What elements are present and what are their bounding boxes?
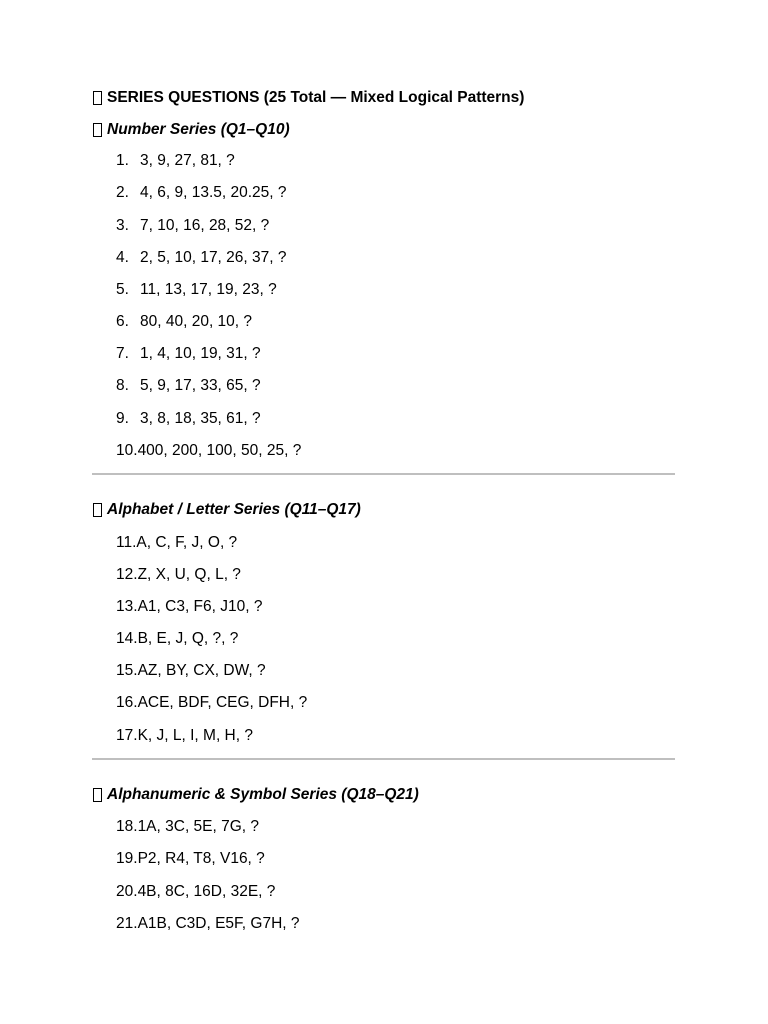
- item-number: 19.: [116, 850, 138, 867]
- item-text: P2, R4, T8, V16, ?: [137, 850, 265, 867]
- section-heading-number-series: [92, 120, 290, 140]
- list-item: [116, 914, 300, 934]
- list-item: [116, 693, 307, 713]
- item-number: 18.: [116, 818, 138, 835]
- list-item: [116, 533, 237, 553]
- section-heading-letter-series: [92, 500, 361, 520]
- list-item: [116, 151, 235, 171]
- item-number: 15.: [116, 662, 138, 679]
- list-item: [116, 441, 301, 461]
- item-number: 11.: [116, 534, 137, 551]
- document-title: [92, 88, 524, 108]
- item-number: 12.: [116, 566, 138, 583]
- item-number: 17.: [116, 727, 138, 744]
- section-heading-alphanumeric-series: [92, 785, 419, 805]
- section-heading-text: Alphanumeric & Symbol Series (Q18–Q21): [107, 786, 419, 803]
- item-text: A, C, F, J, O, ?: [136, 534, 238, 551]
- item-text: 5, 9, 17, 33, 65, ?: [140, 377, 261, 394]
- item-number: 3.: [116, 217, 129, 234]
- item-number: 2.: [116, 184, 129, 201]
- list-item: [116, 280, 277, 300]
- item-text: 7, 10, 16, 28, 52, ?: [140, 217, 270, 234]
- list-item: [116, 183, 287, 203]
- item-text: K, J, L, I, M, H, ?: [137, 727, 253, 744]
- item-number: 16.: [116, 694, 138, 711]
- section-divider: [92, 758, 675, 760]
- item-text: A1B, C3D, E5F, G7H, ?: [137, 915, 300, 932]
- item-text: ACE, BDF, CEG, DFH, ?: [137, 694, 308, 711]
- item-text: 3, 8, 18, 35, 61, ?: [140, 410, 261, 427]
- item-text: A1, C3, F6, J10, ?: [137, 598, 263, 615]
- section-divider: [92, 473, 675, 475]
- section-heading-text: Number Series (Q1–Q10): [107, 121, 290, 138]
- missing-glyph-icon: [93, 91, 102, 105]
- list-item: [116, 565, 241, 585]
- list-item: [116, 629, 238, 649]
- list-item: [116, 376, 261, 396]
- item-number: 10.: [116, 442, 138, 459]
- item-text: 1, 4, 10, 19, 31, ?: [140, 345, 261, 362]
- item-number: 4.: [116, 249, 129, 266]
- item-number: 6.: [116, 313, 129, 330]
- item-number: 20.: [116, 883, 138, 900]
- item-text: Z, X, U, Q, L, ?: [137, 566, 241, 583]
- item-text: AZ, BY, CX, DW, ?: [137, 662, 266, 679]
- list-item: [116, 248, 287, 268]
- item-number: 13.: [116, 598, 138, 615]
- item-text: 80, 40, 20, 10, ?: [140, 313, 253, 330]
- document-title-text: SERIES QUESTIONS (25 Total — Mixed Logical Patterns): [107, 89, 525, 106]
- list-item: [116, 216, 269, 236]
- missing-glyph-icon: [93, 123, 102, 137]
- list-item: [116, 597, 263, 617]
- item-number: 7.: [116, 345, 129, 362]
- item-text: 4, 6, 9, 13.5, 20.25, ?: [140, 184, 287, 201]
- item-text: 1A, 3C, 5E, 7G, ?: [137, 818, 260, 835]
- missing-glyph-icon: [93, 503, 102, 517]
- item-text: 2, 5, 10, 17, 26, 37, ?: [140, 249, 287, 266]
- list-item: [116, 882, 275, 902]
- item-number: 8.: [116, 377, 129, 394]
- section-heading-text: Alphabet / Letter Series (Q11–Q17): [107, 501, 361, 518]
- item-text: 4B, 8C, 16D, 32E, ?: [137, 883, 276, 900]
- item-text: 11, 13, 17, 19, 23, ?: [140, 281, 277, 298]
- list-item: [116, 409, 261, 429]
- list-item: [116, 817, 259, 837]
- item-text: B, E, J, Q, ?, ?: [137, 630, 239, 647]
- list-item: [116, 344, 261, 364]
- item-text: 400, 200, 100, 50, 25, ?: [137, 442, 302, 459]
- missing-glyph-icon: [93, 788, 102, 802]
- item-text: 3, 9, 27, 81, ?: [140, 152, 235, 169]
- item-number: 1.: [116, 152, 129, 169]
- list-item: [116, 849, 265, 869]
- item-number: 14.: [116, 630, 138, 647]
- item-number: 21.: [116, 915, 138, 932]
- list-item: [116, 726, 253, 746]
- list-item: [116, 661, 266, 681]
- item-number: 9.: [116, 410, 129, 427]
- list-item: [116, 312, 252, 332]
- item-number: 5.: [116, 281, 129, 298]
